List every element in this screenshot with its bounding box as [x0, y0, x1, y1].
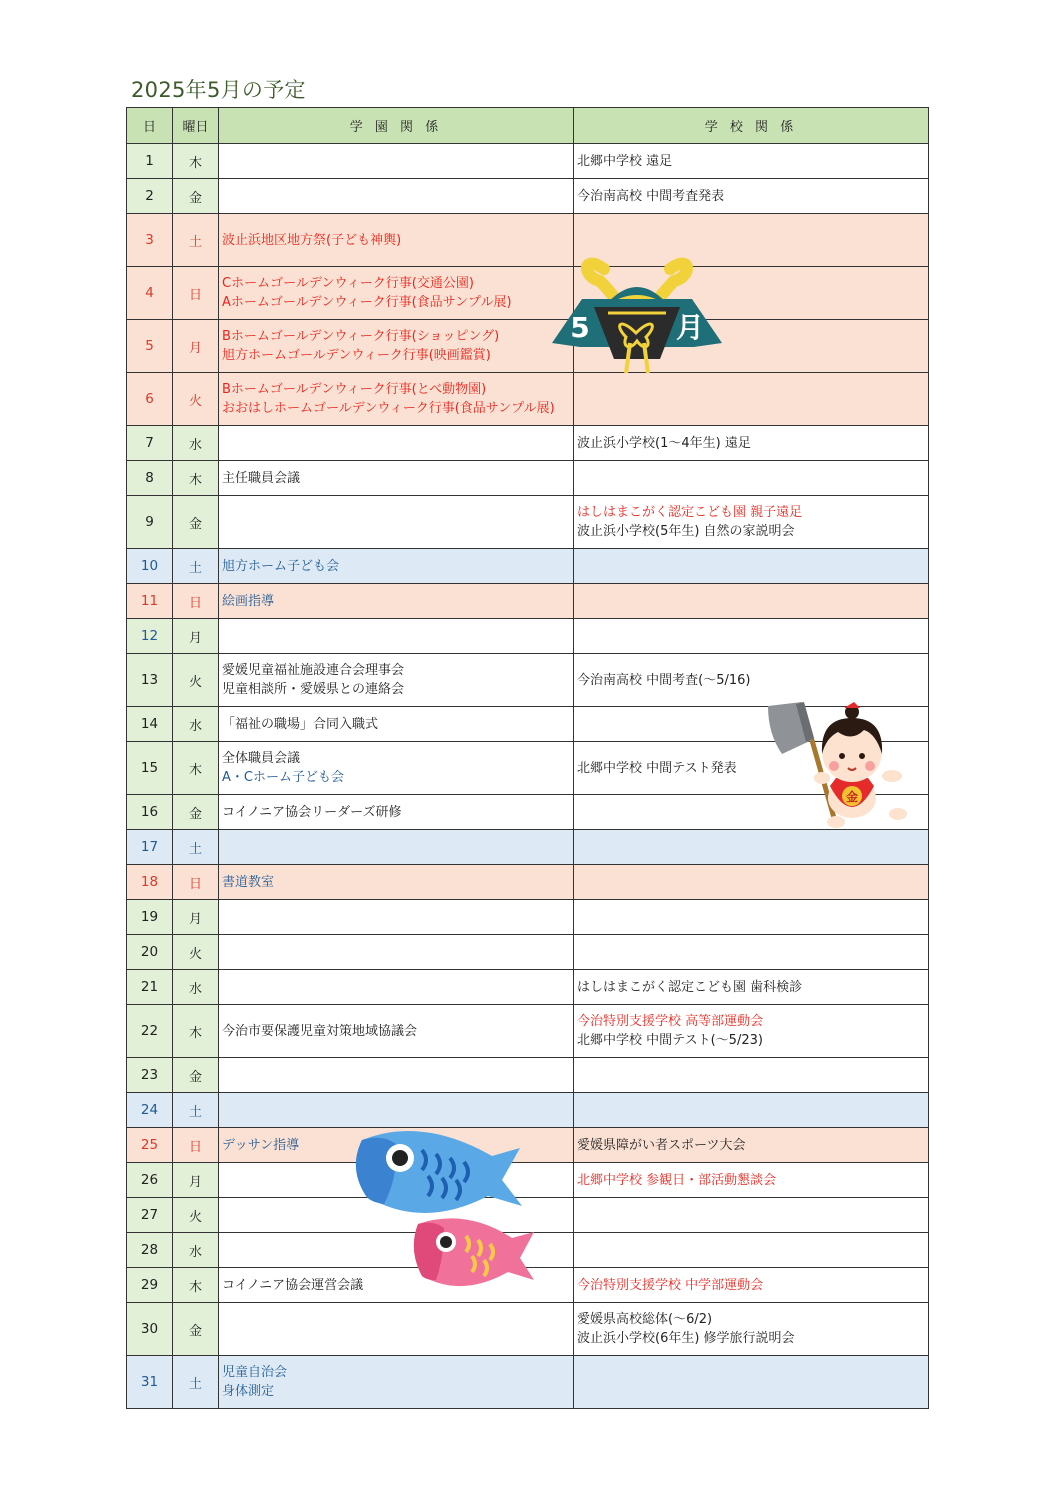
date-cell: 12: [127, 619, 173, 654]
weekday-cell: 木: [173, 742, 219, 795]
day-row-11: [127, 584, 929, 619]
gakuen-event: A・Cホーム子ども会: [222, 770, 344, 785]
gakuen-event: Bホームゴールデンウィーク行事(ショッピング): [222, 329, 500, 344]
date-cell: 17: [127, 830, 173, 865]
date-cell: 21: [127, 970, 173, 1005]
date-cell: 24: [127, 1093, 173, 1128]
gakko-event: 北郷中学校 中間テスト発表: [577, 760, 737, 776]
gakuen-event: Bホームゴールデンウィーク行事(とべ動物園): [222, 382, 487, 397]
date-cell: 4: [127, 267, 173, 320]
date-cell: 26: [127, 1163, 173, 1198]
weekday-cell: 金: [173, 1303, 219, 1356]
date-cell: 28: [127, 1233, 173, 1268]
gakko-event: 愛媛県高校総体(～6/2): [577, 1312, 713, 1327]
date-cell: 23: [127, 1058, 173, 1093]
gakko-events-cell: [574, 1303, 929, 1356]
gakko-event: 今治南高校 中間考査発表: [577, 188, 725, 204]
gakuen-event: 波止浜地区地方祭(子ども神輿): [222, 232, 402, 248]
date-cell: 9: [127, 496, 173, 549]
gakko-events-cell: [574, 1058, 929, 1093]
date-cell: 29: [127, 1268, 173, 1303]
gakko-events-cell: [574, 830, 929, 865]
gakko-events-cell: [574, 935, 929, 970]
gakuen-events-cell: [219, 1058, 574, 1093]
gakuen-events-cell: [219, 144, 574, 179]
day-row-20: [127, 935, 929, 970]
weekday-cell: 金: [173, 795, 219, 830]
kabuto-right-text: 月: [675, 311, 705, 344]
day-row-30: [127, 1303, 929, 1356]
date-cell: 10: [127, 549, 173, 584]
gakuen-event: デッサン指導: [222, 1137, 300, 1153]
date-cell: 7: [127, 426, 173, 461]
gakuen-events-cell: [219, 214, 574, 267]
gakuen-event: コイノニア協会運営会議: [222, 1277, 364, 1293]
gakko-events-cell: [574, 1005, 929, 1058]
gakko-events-cell: [574, 1268, 929, 1303]
header-row: [127, 108, 929, 144]
weekday-cell: 水: [173, 426, 219, 461]
header-weekday: 曜日: [173, 108, 219, 144]
gakuen-event: 今治市要保護児童対策地域協議会: [222, 1023, 418, 1039]
weekday-cell: 木: [173, 1005, 219, 1058]
weekday-cell: 月: [173, 900, 219, 935]
gakuen-events-cell: [219, 935, 574, 970]
gakuen-event: Aホームゴールデンウィーク行事(食品サンプル展): [222, 295, 512, 310]
gakuen-event: 絵画指導: [222, 593, 275, 609]
day-row-31: [127, 1356, 929, 1409]
weekday-cell: 土: [173, 830, 219, 865]
date-cell: 3: [127, 214, 173, 267]
gakko-event: 波止浜小学校(6年生) 修学旅行説明会: [577, 1331, 795, 1346]
gakko-events-cell: [574, 144, 929, 179]
weekday-cell: 月: [173, 1163, 219, 1198]
gakuen-event: Cホームゴールデンウィーク行事(交通公園): [222, 276, 474, 291]
day-row-19: [127, 900, 929, 935]
gakuen-events-cell: [219, 1005, 574, 1058]
gakko-events-cell: [574, 179, 929, 214]
weekday-cell: 金: [173, 1058, 219, 1093]
header-gakuen: 学 園 関 係: [219, 108, 574, 144]
gakko-events-cell: [574, 373, 929, 426]
page-title: 2025年5月の予定: [131, 78, 306, 102]
day-row-12: [127, 619, 929, 654]
gakuen-event: 身体測定: [222, 1384, 275, 1399]
gakuen-events-cell: [219, 373, 574, 426]
date-cell: 5: [127, 320, 173, 373]
weekday-cell: 水: [173, 970, 219, 1005]
gakuen-event: 児童自治会: [222, 1365, 288, 1380]
weekday-cell: 水: [173, 707, 219, 742]
weekday-cell: 土: [173, 1093, 219, 1128]
gakuen-events-cell: [219, 900, 574, 935]
gakko-event: 北郷中学校 中間テスト(～5/23): [577, 1033, 763, 1048]
gakuen-event: 旭方ホームゴールデンウィーク行事(映画鑑賞): [222, 348, 491, 363]
weekday-cell: 火: [173, 373, 219, 426]
date-cell: 19: [127, 900, 173, 935]
gakuen-event: 旭方ホーム子ども会: [222, 558, 340, 574]
gakuen-events-cell: [219, 584, 574, 619]
gakuen-event: 「福祉の職場」合同入職式: [222, 716, 379, 732]
gakko-event: 波止浜小学校(5年生) 自然の家説明会: [577, 524, 795, 539]
day-row-7: [127, 426, 929, 461]
gakko-event: 愛媛県障がい者スポーツ大会: [577, 1137, 746, 1153]
header-gakko: 学 校 関 係: [574, 108, 929, 144]
weekday-cell: 火: [173, 1198, 219, 1233]
date-cell: 2: [127, 179, 173, 214]
kabuto-illustration: [548, 247, 726, 379]
gakko-events-cell: [574, 900, 929, 935]
weekday-cell: 日: [173, 267, 219, 320]
gakko-events-cell: [574, 865, 929, 900]
gakuen-event: 愛媛児童福祉施設連合会理事会: [222, 663, 405, 678]
kabuto-left-text: 5: [570, 311, 590, 344]
kintaro-badge-text: 金: [845, 790, 859, 804]
gakuen-events-cell: [219, 970, 574, 1005]
day-row-22: [127, 1005, 929, 1058]
gakko-events-cell: [574, 1356, 929, 1409]
gakuen-events-cell: [219, 179, 574, 214]
gakko-events-cell: [574, 1233, 929, 1268]
gakuen-event: 児童相談所・愛媛県との連絡会: [222, 682, 405, 697]
gakko-events-cell: [574, 426, 929, 461]
gakuen-events-cell: [219, 549, 574, 584]
gakko-events-cell: [574, 1163, 929, 1198]
day-row-3: [127, 214, 929, 267]
gakuen-events-cell: [219, 1303, 574, 1356]
date-cell: 25: [127, 1128, 173, 1163]
day-row-4: [127, 267, 929, 320]
gakuen-events-cell: [219, 426, 574, 461]
day-row-9: [127, 496, 929, 549]
day-row-17: [127, 830, 929, 865]
day-row-5: [127, 320, 929, 373]
gakko-event: 今治特別支援学校 高等部運動会: [577, 1014, 764, 1029]
gakko-event: 北郷中学校 参観日・部活動懇談会: [577, 1172, 777, 1188]
date-cell: 8: [127, 461, 173, 496]
day-row-1: [127, 144, 929, 179]
date-cell: 11: [127, 584, 173, 619]
weekday-cell: 日: [173, 1128, 219, 1163]
koinobori-illustration: [352, 1120, 538, 1300]
gakko-events-cell: [574, 619, 929, 654]
date-cell: 20: [127, 935, 173, 970]
gakko-event: はしはまこがく認定こども園 親子遠足: [577, 505, 803, 520]
weekday-cell: 月: [173, 320, 219, 373]
weekday-cell: 土: [173, 1356, 219, 1409]
gakko-events-cell: [574, 1198, 929, 1233]
gakuen-events-cell: [219, 461, 574, 496]
gakuen-events-cell: [219, 619, 574, 654]
date-cell: 13: [127, 654, 173, 707]
gakko-event: 今治特別支援学校 中学部運動会: [577, 1277, 764, 1293]
gakko-events-cell: [574, 1128, 929, 1163]
day-row-6: [127, 373, 929, 426]
gakuen-event: 主任職員会議: [222, 470, 301, 486]
day-row-18: [127, 865, 929, 900]
weekday-cell: 木: [173, 461, 219, 496]
blue-carp-icon: [356, 1131, 522, 1213]
weekday-cell: 月: [173, 619, 219, 654]
gakuen-events-cell: [219, 654, 574, 707]
gakuen-events-cell: [219, 707, 574, 742]
date-cell: 16: [127, 795, 173, 830]
date-cell: 18: [127, 865, 173, 900]
date-cell: 1: [127, 144, 173, 179]
gakko-event: 北郷中学校 遠足: [577, 153, 673, 169]
gakuen-event: コイノニア協会リーダーズ研修: [222, 804, 402, 820]
day-row-8: [127, 461, 929, 496]
gakuen-event: 書道教室: [222, 874, 275, 890]
day-row-23: [127, 1058, 929, 1093]
gakko-event: 波止浜小学校(1～4年生) 遠足: [577, 435, 751, 451]
date-cell: 30: [127, 1303, 173, 1356]
weekday-cell: 火: [173, 935, 219, 970]
gakuen-events-cell: [219, 830, 574, 865]
date-cell: 31: [127, 1356, 173, 1409]
gakko-events-cell: [574, 584, 929, 619]
weekday-cell: 火: [173, 654, 219, 707]
gakuen-event: 全体職員会議: [222, 751, 301, 766]
gakko-event: はしはまこがく認定こども園 歯科検診: [577, 979, 803, 995]
weekday-cell: 日: [173, 584, 219, 619]
date-cell: 14: [127, 707, 173, 742]
gakuen-event: おおはしホームゴールデンウィーク行事(食品サンプル展): [222, 401, 555, 416]
gakuen-events-cell: [219, 1356, 574, 1409]
weekday-cell: 日: [173, 865, 219, 900]
date-cell: 15: [127, 742, 173, 795]
weekday-cell: 水: [173, 1233, 219, 1268]
weekday-cell: 金: [173, 496, 219, 549]
date-cell: 27: [127, 1198, 173, 1233]
gakuen-events-cell: [219, 742, 574, 795]
gakuen-events-cell: [219, 496, 574, 549]
day-row-10: [127, 549, 929, 584]
weekday-cell: 金: [173, 179, 219, 214]
gakko-events-cell: [574, 1093, 929, 1128]
gakko-events-cell: [574, 970, 929, 1005]
weekday-cell: 木: [173, 144, 219, 179]
gakko-event: 今治南高校 中間考査(～5/16): [577, 672, 751, 688]
gakuen-events-cell: [219, 320, 574, 373]
date-cell: 22: [127, 1005, 173, 1058]
weekday-cell: 土: [173, 214, 219, 267]
gakuen-events-cell: [219, 865, 574, 900]
gakko-events-cell: [574, 461, 929, 496]
gakuen-events-cell: [219, 795, 574, 830]
weekday-cell: 木: [173, 1268, 219, 1303]
date-cell: 6: [127, 373, 173, 426]
day-row-21: [127, 970, 929, 1005]
weekday-cell: 土: [173, 549, 219, 584]
gakko-events-cell: [574, 496, 929, 549]
kintaro-illustration: [764, 698, 908, 830]
gakuen-events-cell: [219, 267, 574, 320]
day-row-2: [127, 179, 929, 214]
header-day: 日: [127, 108, 173, 144]
red-carp-icon: [414, 1218, 534, 1286]
gakko-events-cell: [574, 549, 929, 584]
